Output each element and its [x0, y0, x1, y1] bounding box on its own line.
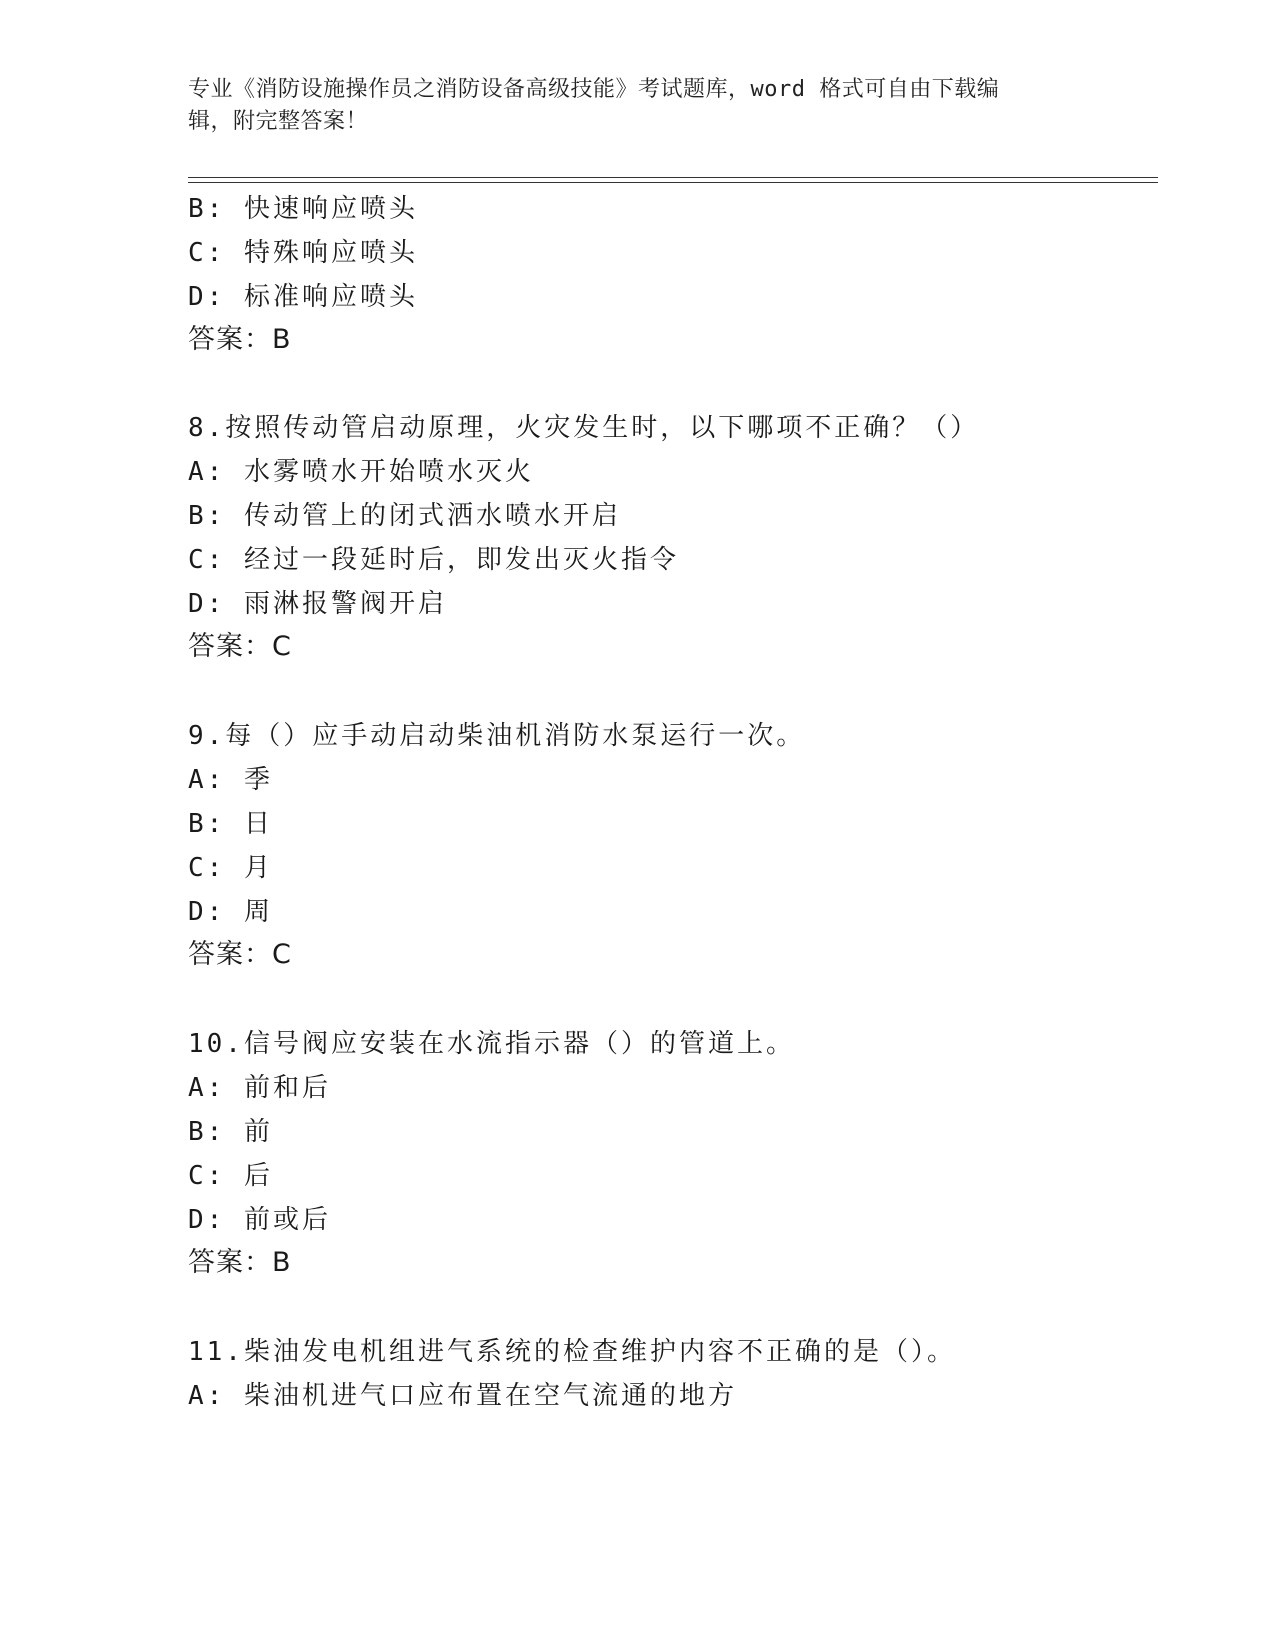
- option-b: B: 前: [188, 1117, 273, 1147]
- option-a: A: 季: [188, 765, 273, 795]
- option-d: D: 前或后: [188, 1205, 331, 1235]
- option-a: A: 前和后: [188, 1073, 331, 1103]
- option-d: D: 雨淋报警阀开启: [188, 589, 447, 619]
- question-8: 8.按照传动管启动原理，火灾发生时，以下哪项不正确？（）: [188, 413, 980, 443]
- header-divider-bottom: [188, 182, 1158, 183]
- header-divider-top: [188, 177, 1158, 178]
- option-d: D: 标准响应喷头: [188, 282, 418, 312]
- header-line-2: 辑，附完整答案！: [188, 109, 369, 134]
- option-c: C: 后: [188, 1161, 273, 1191]
- option-c: C: 特殊响应喷头: [188, 238, 418, 268]
- option-c: C: 月: [188, 853, 273, 883]
- document-header: [188, 74, 1068, 138]
- answer-label: 答案：B: [188, 1247, 292, 1278]
- option-a: A: 水雾喷水开始喷水灭火: [188, 457, 534, 487]
- answer-label: 答案：C: [188, 631, 292, 662]
- question-11: 11.柴油发电机组进气系统的检查维护内容不正确的是（）。: [188, 1337, 956, 1367]
- header-line-1: 专业《消防设施操作员之消防设备高级技能》考试题库，word 格式可自由下载编: [188, 77, 1000, 102]
- question-10: 10.信号阀应安装在水流指示器（）的管道上。: [188, 1029, 795, 1059]
- answer-label: 答案：C: [188, 939, 292, 970]
- option-b: B: 快速响应喷头: [188, 194, 418, 224]
- option-b: B: 传动管上的闭式洒水喷水开启: [188, 501, 621, 531]
- option-b: B: 日: [188, 809, 273, 839]
- answer-label: 答案：B: [188, 324, 292, 355]
- option-c: C: 经过一段延时后，即发出灭火指令: [188, 545, 679, 575]
- question-9: 9.每（）应手动启动柴油机消防水泵运行一次。: [188, 721, 806, 751]
- option-a: A: 柴油机进气口应布置在空气流通的地方: [188, 1381, 737, 1411]
- option-d: D: 周: [188, 897, 273, 927]
